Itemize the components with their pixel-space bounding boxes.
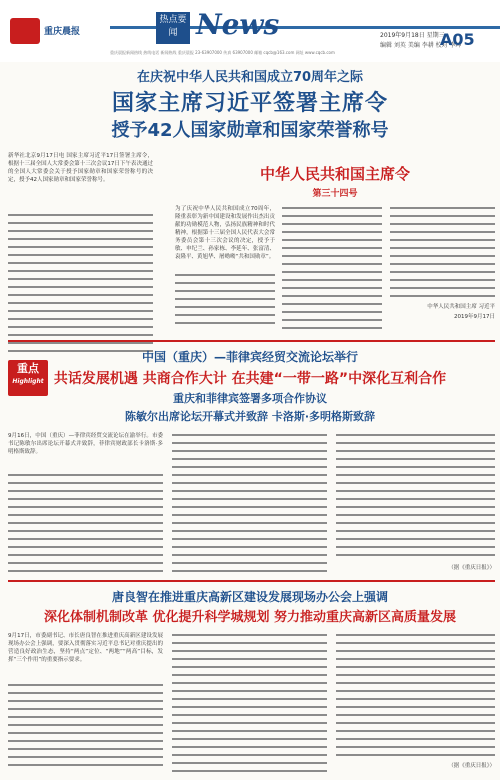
paper-logo: [10, 14, 106, 48]
page-number: A05: [440, 30, 475, 49]
story2-col2: [172, 432, 327, 572]
story3-col2: [172, 632, 327, 772]
story2-col1: [8, 472, 163, 572]
order-number: 第三十四号: [312, 189, 358, 199]
story2-sub2: 陈敏尔出席论坛开幕式并致辞 卡洛斯·多明格斯致辞: [124, 410, 375, 423]
order-sign-date: 2019年9月17日: [454, 314, 495, 320]
order-signature: 中华人民共和国主席 习近平: [427, 304, 495, 310]
editors-line: 编辑 刘英 美编 李耕 校对 李坤: [380, 42, 462, 49]
highlight-label: 重点: [17, 362, 39, 375]
story1-subhead: 授予42人国家勋章和国家荣誉称号: [111, 120, 389, 141]
section-word: News: [196, 8, 280, 41]
story2-col3: [336, 432, 495, 560]
story-divider-2: [8, 580, 495, 582]
story-divider: [8, 340, 495, 342]
order-col1: [175, 272, 275, 328]
story2-sub1: 重庆和菲律宾签署多项合作协议: [173, 392, 327, 405]
issue-date: 2019年9月18日 星期三: [380, 32, 445, 39]
story3-source: （据《重庆日报》）: [448, 763, 495, 769]
order-col3: [390, 205, 495, 301]
paper-name: 重庆晨报: [44, 27, 81, 37]
story1-kicker: 在庆祝中华人民共和国成立70周年之际: [136, 70, 364, 85]
story3-col1: [8, 682, 163, 772]
logo-mark-icon: [10, 18, 40, 44]
highlight-en: Highlight: [12, 378, 44, 385]
story2-headline: 共话发展机遇 共商合作大计 在共建“一带一路”中深化互利合作: [53, 371, 447, 387]
story3-headline: 深化体制机制改革 优化提升科学城规划 努力推动重庆高新区高质量发展: [43, 610, 457, 625]
story2-kicker: 中国（重庆）—菲律宾经贸交流论坛举行: [141, 350, 358, 364]
story2-source: （据《重庆日报》）: [448, 565, 495, 571]
story2-text: 9月16日，中国（重庆）—菲律宾经贸交流论坛在渝举行。市委书记陈敏尔出席论坛开幕式并致辞，菲律宾财政部长卡洛斯·多明格斯致辞。: [8, 433, 163, 455]
story1-lead: 新华社北京9月17日电 国家主席习近平17日签署主席令，根据十三届全国人大常委会第十三次会议17日下午表决通过的全国人大常委会关于授予国家勋章和国家荣誉称号的决定，授予42人国家勋章和国家荣誉称号。: [8, 153, 153, 183]
story1-headline: 国家主席习近平签署主席令: [111, 91, 388, 116]
contact-line: 重庆晨报新闻热线 热线电话 新闻热线 重庆晨报 23-63907000 传真 63907000 邮箱 cqcb@163.com 网址 www.cqcb.com: [110, 50, 335, 55]
story1-body: [8, 212, 153, 352]
story3-col3: [336, 632, 495, 758]
order-col2: [282, 205, 382, 329]
story3-text: 9月17日，市委副书记、市长唐良智在推进重庆高新区建设发展现场办公会上强调，要深入贯彻落实习近平总书记对重庆提出的营造良好政治生态，坚持“两点”定位、“两地”“两高”目标，发挥“三个作用”的重要指示要求。: [8, 633, 163, 663]
story3-kicker: 唐良智在推进重庆高新区建设发展现场办公会上强调: [111, 590, 388, 604]
section-tag: 热点要闻: [156, 12, 190, 44]
order-title: 中华人民共和国主席令: [259, 165, 410, 183]
order-text: 为了庆祝中华人民共和国成立70周年，隆重表彰为新中国建设和发展作出杰出贡献的功勋模范人物，弘扬民族精神和时代精神，根据第十三届全国人民代表大会常务委员会第十三次会议的决定，授予于敏、申纪兰、孙家栋、李延年、张富清、袁隆平、黄旭华、屠呦呦“共和国勋章”。: [175, 206, 275, 260]
masthead: [0, 0, 500, 62]
